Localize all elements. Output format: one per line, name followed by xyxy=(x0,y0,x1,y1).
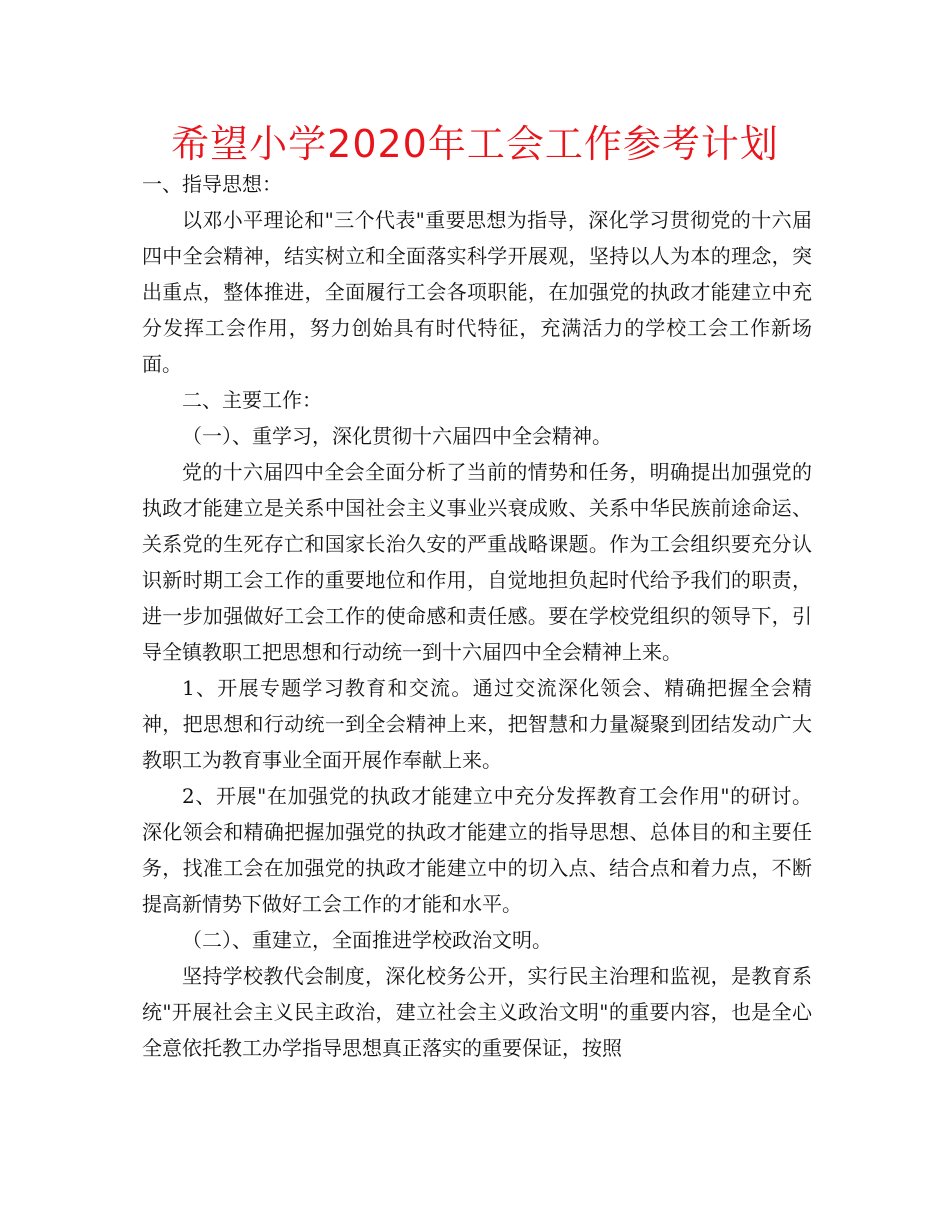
subsection-heading-2: （二）、重建立，全面推进学校政治文明。 xyxy=(182,928,552,952)
paragraph-democracy: 坚持学校教代会制度，深化校务公开，实行民主治理和监视，是教育系统"开展社会主义民主政治，建立社会主义政治文明"的重要内容，也是全心全意依托教工办学指导思想真正落实的重要保证，按照 xyxy=(142,964,812,1060)
paragraph-fourth-plenum: 党的十六届四中全会全面分析了当前的情势和任务，明确提出加强党的执政才能建立是关系中国社会主义事业兴衰成败、关系中华民族前途命运、关系党的生死存亡和国家长治久安的严重战略课题。作为工会组织要充分认识新时期工会工作的重要地位和作用，自觉地担负起时代给予我们的职责，进一步加强做好工会工作的使命感和责任感。要在学校党组织的领导下，引导全镇教职工把思想和行动统一到十六届四中全会精神上来。 xyxy=(142,460,812,664)
section-heading-1: 一、指导思想： xyxy=(142,172,282,196)
subsection-heading-1: （一）、重学习，深化贯彻十六届四中全会精神。 xyxy=(182,424,612,448)
section-heading-2: 二、主要工作： xyxy=(182,388,322,412)
paragraph-item-2: 2、开展"在加强党的执政才能建立中充分发挥教育工会作用"的研讨。深化领会和精确把握加强党的执政才能建立的指导思想、总体目的和主要任务，找准工会在加强党的执政才能建立中的切入点、结合点和着力点，不断提高新情势下做好工会工作的才能和水平。 xyxy=(142,784,812,916)
document-body xyxy=(142,166,812,1066)
paragraph-guiding-thought: 以邓小平理论和"三个代表"重要思想为指导，深化学习贯彻党的十六届四中全会精神，结实树立和全面落实科学开展观，坚持以人为本的理念，突出重点，整体推进，全面履行工会各项职能，在加强党的执政才能建立中充分发挥工会作用，努力创始具有时代特征，充满活力的学校工会工作新场面。 xyxy=(142,208,812,376)
document-title: 希望小学2020年工会工作参考计划 xyxy=(171,122,779,166)
paragraph-item-1: 1、开展专题学习教育和交流。通过交流深化领会、精确把握全会精神，把思想和行动统一到全会精神上来，把智慧和力量凝聚到团结发动广大教职工为教育事业全面开展作奉献上来。 xyxy=(142,676,812,772)
